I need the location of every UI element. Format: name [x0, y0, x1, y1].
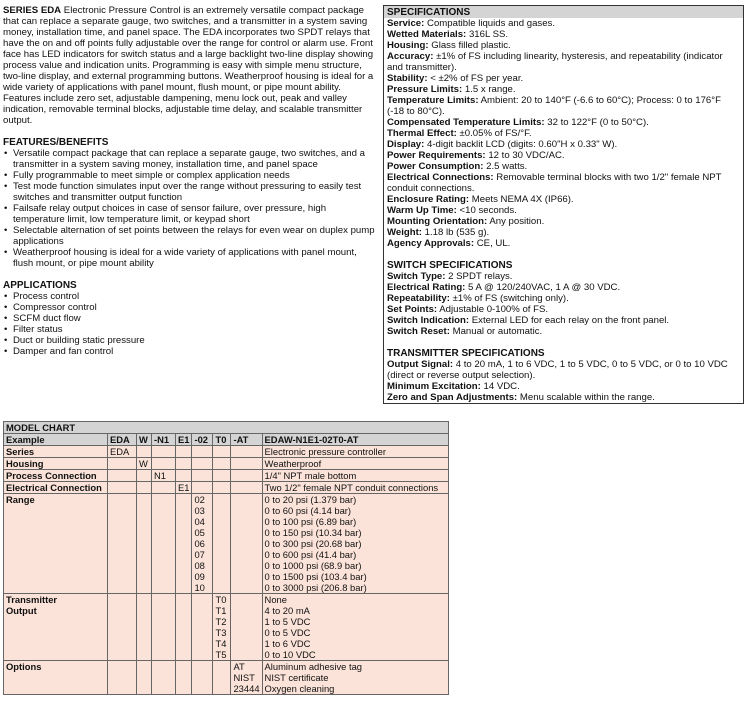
- table-row: [4, 482, 449, 494]
- spec-key: Power Requirements:: [387, 150, 486, 161]
- switch-rows: [384, 271, 743, 337]
- spec-value: Meets NEMA 4X (IP66).: [471, 194, 574, 205]
- range-desc: 0 to 20 psi (1.379 bar): [264, 494, 357, 505]
- range-desc: 0 to 150 psi (10.34 bar): [264, 527, 362, 538]
- spec-row: [384, 29, 743, 40]
- spec-value: Adjustable 0-100% of FS.: [439, 304, 549, 315]
- spec-row: [384, 73, 743, 84]
- spec-row: [384, 392, 743, 403]
- spec-row: [384, 359, 743, 381]
- spec-value: 316L SS.: [468, 29, 509, 40]
- spec-row: [384, 150, 743, 161]
- model-chart-title: MODEL CHART: [4, 422, 449, 434]
- spec-row: [384, 227, 743, 238]
- features-list: [3, 148, 375, 269]
- list-item: • Process control: [3, 291, 375, 302]
- housing-desc: Weatherproof: [262, 458, 448, 470]
- table-row: [4, 594, 449, 661]
- transmitter-desc: 0 to 10 VDC: [264, 649, 316, 660]
- process-code: N1: [152, 470, 176, 482]
- spec-value: Compatible liquids and gases.: [427, 18, 556, 29]
- range-code: 04: [194, 516, 205, 527]
- intro-paragraph: [3, 5, 375, 126]
- spec-rows: [384, 18, 743, 249]
- housing-label: Housing: [4, 458, 108, 470]
- option-desc: Oxygen cleaning: [264, 683, 335, 694]
- options-label: Options: [4, 661, 108, 695]
- spec-row: [384, 315, 743, 326]
- range-code: 10: [194, 582, 205, 593]
- spec-row: [384, 18, 743, 29]
- option-code: 23444: [233, 683, 260, 694]
- spec-row: [384, 326, 743, 337]
- spec-value: <10 seconds.: [459, 205, 517, 216]
- transmitter-code: T0: [215, 594, 227, 605]
- table-row: [4, 458, 449, 470]
- range-desc: 0 to 600 psi (41.4 bar): [264, 549, 357, 560]
- transmitter-desc: 1 to 6 VDC: [264, 638, 311, 649]
- spec-key: Display:: [387, 139, 425, 150]
- spec-value: 32 to 122°F (0 to 50°C).: [547, 117, 649, 128]
- spec-row: [384, 128, 743, 139]
- spec-row: [384, 205, 743, 216]
- spec-row: [384, 95, 743, 117]
- example-row: [4, 434, 449, 446]
- options-descs: [262, 661, 448, 695]
- range-code: 06: [194, 538, 205, 549]
- spec-value: 2 SPDT relays.: [448, 271, 513, 282]
- spec-key: Temperature Limits:: [387, 95, 479, 106]
- intro-text: Electronic Pressure Control is an extremely versatile compact package that can replace a separate gauge, two switches, and a transmitter in a system saving money, installation time, and panel space. The EDA incorporates two SPDT relays that have the on and off points fully adjustable over the range for control or alarm use. Front face has LED indicators for switch status and a large backlight two-line display showing process value and indication units. Programming is easy with simple menu structure, two-line display, and external programming buttons. Weatherproof housing is ideal for a wide variety of applications with panel mount, flush mount, or pipe mount ability. Features include zero set, adjustable dampening, menu lock out, peak and valley indication, removable terminal blocks, adjustable time delay, and scalable transmitter output.: [3, 5, 374, 126]
- housing-code: W: [137, 458, 152, 470]
- spec-value: Manual or automatic.: [452, 326, 543, 337]
- applications-list: [3, 291, 375, 357]
- transmitter-desc: 1 to 5 VDC: [264, 616, 311, 627]
- series-desc: Electronic pressure controller: [262, 446, 448, 458]
- list-item: • Selectable alternation of set points between the relays for even wear on duplex pump applications: [3, 225, 375, 247]
- model-chart-table: [3, 421, 449, 695]
- electrical-desc: Two 1/2" female NPT conduit connections: [262, 482, 448, 494]
- left-column: [3, 5, 375, 357]
- spec-value: 12 to 30 VDC/AC.: [488, 150, 565, 161]
- spec-value: ±1% of FS (switching only).: [452, 293, 569, 304]
- example-code: -AT: [231, 434, 262, 446]
- list-item: • Damper and fan control: [3, 346, 375, 357]
- spec-key: Minimum Excitation:: [387, 381, 481, 392]
- spec-value: Ambient: 20 to 140°F (-6.6 to 60°C); Process: 0 to 176°F (-18 to 80°C).: [387, 95, 721, 117]
- spec-row: [384, 40, 743, 51]
- electrical-label: Electrical Connection: [4, 482, 108, 494]
- transmitter-code: T5: [215, 649, 227, 660]
- spec-value: 2.5 watts.: [486, 161, 528, 172]
- range-code: 05: [194, 527, 205, 538]
- spec-key: Pressure Limits:: [387, 84, 463, 95]
- range-label: Range: [4, 494, 108, 594]
- spec-key: Enclosure Rating:: [387, 194, 470, 205]
- range-code: 07: [194, 549, 205, 560]
- example-code: -N1: [152, 434, 176, 446]
- spec-key: Switch Indication:: [387, 315, 470, 326]
- spec-key: Power Consumption:: [387, 161, 484, 172]
- example-code: -02: [192, 434, 213, 446]
- list-item: • Compressor control: [3, 302, 375, 313]
- spec-value: External LED for each relay on the front panel.: [471, 315, 670, 326]
- list-item: • Versatile compact package that can replace a separate gauge, two switches, and a transmitter in a system saving money, installation time, and panel space: [3, 148, 375, 170]
- spec-key: Mounting Orientation:: [387, 216, 488, 227]
- spec-value: 1.5 x range.: [464, 84, 516, 95]
- process-desc: 1/4" NPT male bottom: [262, 470, 448, 482]
- transmitter-codes: [213, 594, 231, 661]
- spec-key: Thermal Effect:: [387, 128, 457, 139]
- range-desc: 0 to 60 psi (4.14 bar): [264, 505, 352, 516]
- range-desc: 0 to 1000 psi (68.9 bar): [264, 560, 362, 571]
- spec-key: Repeatability:: [387, 293, 450, 304]
- spec-row: [384, 194, 743, 205]
- list-item: • Duct or building static pressure: [3, 335, 375, 346]
- example-code: W: [137, 434, 152, 446]
- transmitter-descs: [262, 594, 448, 661]
- example-code: E1: [176, 434, 192, 446]
- range-desc: 0 to 3000 psi (206.8 bar): [264, 582, 367, 593]
- specifications-heading: SPECIFICATIONS: [384, 6, 743, 18]
- spec-key: Housing:: [387, 40, 429, 51]
- spec-row: [384, 172, 743, 194]
- spec-key: Stability:: [387, 73, 428, 84]
- range-code: 09: [194, 571, 205, 582]
- spec-key: Weight:: [387, 227, 422, 238]
- transmitter-label-line: Output: [6, 605, 37, 616]
- range-desc: 0 to 100 psi (6.89 bar): [264, 516, 357, 527]
- spec-row: [384, 238, 743, 249]
- example-code: T0: [213, 434, 231, 446]
- range-code: 03: [194, 505, 205, 516]
- spec-key: Switch Type:: [387, 271, 446, 282]
- transmitter-label-line: Transmitter: [6, 594, 58, 605]
- spec-value: Menu scalable within the range.: [519, 392, 655, 403]
- series-label: Series: [4, 446, 108, 458]
- list-item: • Failsafe relay output choices in case of sensor failure, over pressure, high temperature limit, low temperature limit, or keypad short: [3, 203, 375, 225]
- spec-row: [384, 304, 743, 315]
- transmitter-desc: 0 to 5 VDC: [264, 627, 311, 638]
- spec-key: Electrical Connections:: [387, 172, 494, 183]
- list-item: • Filter status: [3, 324, 375, 335]
- range-codes: [192, 494, 213, 594]
- spec-row: [384, 117, 743, 128]
- intro-lead: SERIES EDA: [3, 5, 62, 16]
- model-chart-title-row: [4, 422, 449, 434]
- table-row: [4, 661, 449, 695]
- range-code: 02: [194, 494, 205, 505]
- option-code: AT: [233, 661, 245, 672]
- spec-row: [384, 293, 743, 304]
- transmitter-spec-heading: TRANSMITTER SPECIFICATIONS: [387, 348, 545, 359]
- spec-value: 5 A @ 120/240VAC, 1 A @ 30 VDC.: [468, 282, 621, 293]
- spec-value: 14 VDC.: [483, 381, 520, 392]
- spec-value: 4 to 20 mA, 1 to 6 VDC, 1 to 5 VDC, 0 to 5 VDC, or 0 to 10 VDC (direct or reverse output selection).: [387, 359, 728, 381]
- spec-row: [384, 282, 743, 293]
- process-label: Process Connection: [4, 470, 108, 482]
- example-code: EDA: [108, 434, 137, 446]
- table-row: [4, 470, 449, 482]
- spec-key: Set Points:: [387, 304, 438, 315]
- spec-key: Switch Reset:: [387, 326, 450, 337]
- example-label: Example: [4, 434, 108, 446]
- applications-heading: APPLICATIONS: [3, 280, 77, 291]
- option-desc: Aluminum adhesive tag: [264, 661, 362, 672]
- options-codes: [231, 661, 262, 695]
- transmitter-rows: [384, 359, 743, 403]
- table-row: [4, 446, 449, 458]
- list-item: • Fully programmable to meet simple or complex application needs: [3, 170, 375, 181]
- range-code: 08: [194, 560, 205, 571]
- spec-row: [384, 381, 743, 392]
- spec-key: Agency Approvals:: [387, 238, 475, 249]
- spec-row: [384, 161, 743, 172]
- example-result: EDAW-N1E1-02T0-AT: [262, 434, 448, 446]
- spec-row: [384, 84, 743, 95]
- transmitter-desc: None: [264, 594, 287, 605]
- spec-row: [384, 216, 743, 227]
- electrical-code: E1: [176, 482, 192, 494]
- features-heading: FEATURES/BENEFITS: [3, 137, 109, 148]
- transmitter-desc: 4 to 20 mA: [264, 605, 310, 616]
- spec-row: [384, 139, 743, 150]
- spec-value: ±1% of FS including linearity, hysteresis, and repeatability (indicator and transmitter).: [387, 51, 723, 73]
- spec-key: Zero and Span Adjustments:: [387, 392, 518, 403]
- spec-key: Service:: [387, 18, 425, 29]
- transmitter-code: T2: [215, 616, 227, 627]
- option-desc: NIST certificate: [264, 672, 329, 683]
- spec-value: 4-digit backlit LCD (digits: 0.60"H x 0.33" W).: [427, 139, 618, 150]
- spec-value: 1.18 lb (535 g).: [424, 227, 490, 238]
- transmitter-code: T1: [215, 605, 227, 616]
- spec-key: Warm Up Time:: [387, 205, 457, 216]
- spec-value: CE, UL.: [476, 238, 511, 249]
- spec-value: Glass filled plastic.: [431, 40, 511, 51]
- range-descs: [262, 494, 448, 594]
- spec-value: ±0.05% of FS/°F.: [459, 128, 532, 139]
- switch-spec-heading: SWITCH SPECIFICATIONS: [387, 260, 513, 271]
- spec-row: [384, 271, 743, 282]
- spec-row: [384, 51, 743, 73]
- spec-value: Any position.: [489, 216, 545, 227]
- range-desc: 0 to 300 psi (20.68 bar): [264, 538, 362, 549]
- list-item: • SCFM duct flow: [3, 313, 375, 324]
- transmitter-code: T3: [215, 627, 227, 638]
- transmitter-label: [4, 594, 108, 661]
- transmitter-code: T4: [215, 638, 227, 649]
- spec-value: < ±2% of FS per year.: [430, 73, 524, 84]
- series-code: EDA: [108, 446, 137, 458]
- spec-key: Output Signal:: [387, 359, 454, 370]
- spec-key: Electrical Rating:: [387, 282, 466, 293]
- spec-key: Accuracy:: [387, 51, 434, 62]
- range-desc: 0 to 1500 psi (103.4 bar): [264, 571, 367, 582]
- list-item: • Weatherproof housing is ideal for a wide variety of applications with panel mount, flush mount, or pipe mount ability: [3, 247, 375, 269]
- spec-key: Wetted Materials:: [387, 29, 467, 40]
- list-item: • Test mode function simulates input over the range without pressuring to easily test switches and transmitter output function: [3, 181, 375, 203]
- spec-key: Compensated Temperature Limits:: [387, 117, 545, 128]
- specifications-box: [383, 5, 744, 404]
- table-row: [4, 494, 449, 594]
- option-code: NIST: [233, 672, 255, 683]
- spec-value: Removable terminal blocks with two 1/2" female NPT conduit connections.: [387, 172, 722, 194]
